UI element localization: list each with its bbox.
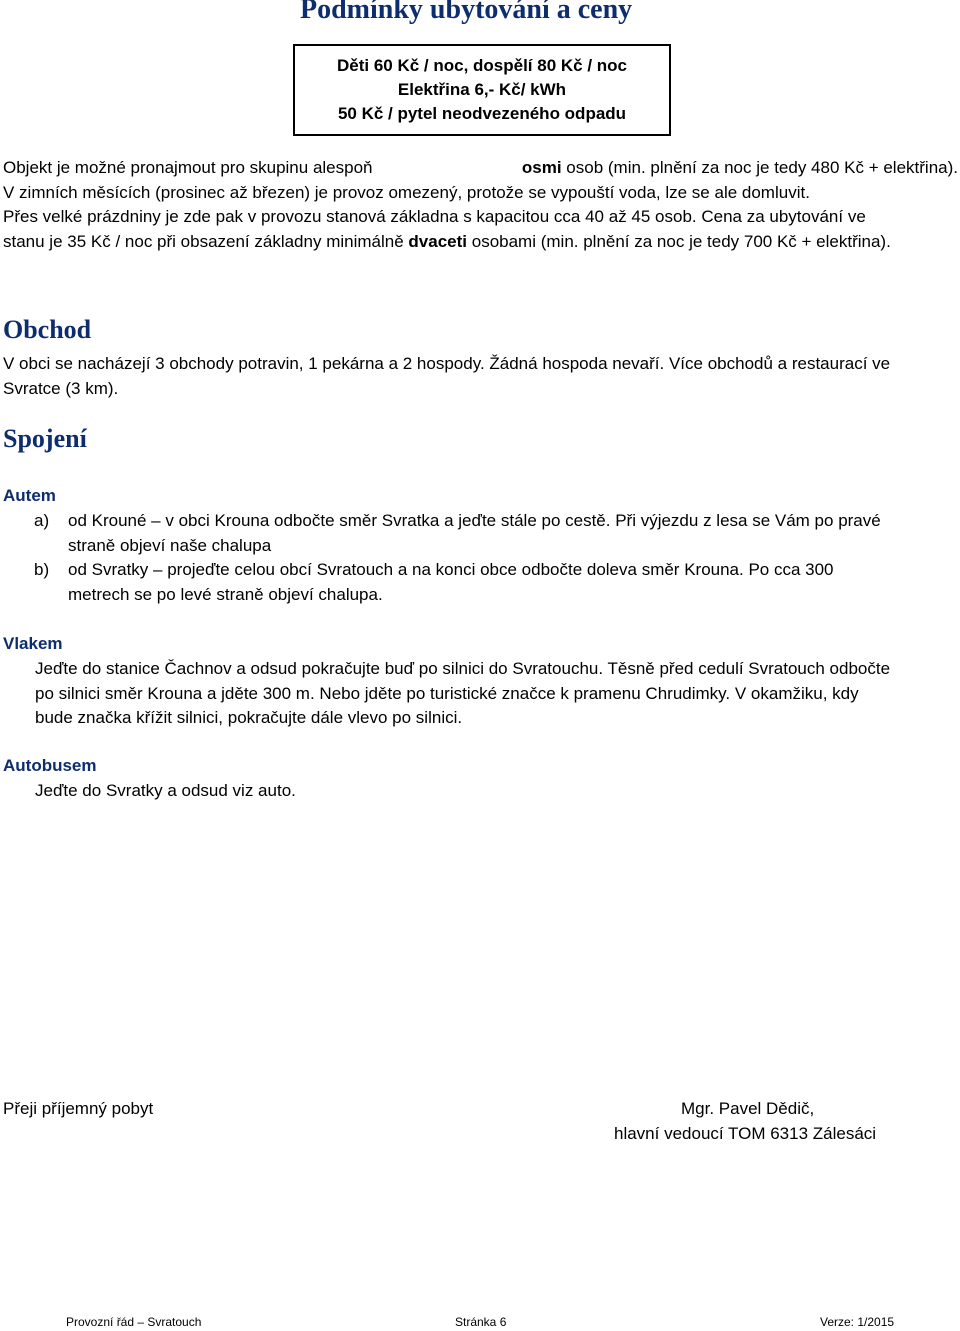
shop-line-1: V obci se nacházejí 3 obchody potravin, 1 pekárna a 2 hospody. Žádná hospoda nevaří. Více obchodů a restaurací ve (3, 354, 891, 373)
closing-wish: Přeji příjemný pobyt (3, 1099, 154, 1118)
price-line-waste: 50 Kč / pytel neodvezeného odpadu (337, 104, 627, 123)
intro-line-4: stanu je 35 Kč / noc při obsazení základny minimálně dvaceti osobami (min. plnění za noc je tedy 700 Kč + elektřina). (3, 231, 891, 251)
car-heading: Autem (3, 486, 56, 505)
connection-heading: Spojení (3, 424, 87, 453)
footer-document-name: Provozní řád – Svratouch (66, 1315, 202, 1329)
bus-heading: Autobusem (3, 756, 97, 775)
car-item-a-line-2: straně objeví naše chalupa (68, 535, 272, 555)
train-paragraph (35, 657, 957, 731)
train-heading: Vlakem (3, 634, 63, 653)
footer-page-number: Stránka 6 (455, 1315, 507, 1329)
intro-line-3: Přes velké prázdniny je zde pak v provozu stanová základna s kapacitou cca 40 až 45 osob. Cena za ubytování ve (3, 207, 866, 226)
car-item-b-marker: b) (34, 560, 50, 579)
shop-line-2: Svratce (3 km). (3, 378, 119, 398)
price-box (293, 44, 671, 136)
signature-name: Mgr. Pavel Dědič, (681, 1099, 815, 1118)
train-line-3: bude značka křížit silnici, pokračujte dále vlevo po silnici. (35, 708, 463, 727)
car-item-b-line-1: od Svratky – projeďte celou obcí Svratouch a na konci obce odbočte doleva směr Krouna. Po cca 300 (68, 560, 834, 579)
car-item-a-line-1: od Krouné – v obci Krouna odbočte směr Svratka a jeďte stále po cestě. Při výjezdu z lesa se Vám po pravé (68, 511, 881, 530)
page-title: Podmínky ubytování a ceny (300, 0, 633, 25)
car-item-b-line-2: metrech se po levé straně objeví chalupa. (68, 584, 383, 604)
intro-line-1: Objekt je možné pronajmout pro skupinu alespoň osmi osob (min. plnění za noc je tedy 480 Kč + elektřina). (3, 158, 958, 177)
bus-line-1: Jeďte do Svratky a odsud viz auto. (35, 781, 296, 800)
price-line-children-adults: Děti 60 Kč / noc, dospělí 80 Kč / noc (336, 56, 628, 75)
shop-heading: Obchod (3, 315, 92, 344)
price-line-electricity: Elektřina 6,- Kč/ kWh (397, 80, 567, 99)
intro-paragraph (3, 156, 958, 254)
train-line-2: po silnici směr Krouna a jděte 300 m. Nebo jděte po turistické značce k pramenu Chrudimky. V okamžiku, kdy (35, 683, 859, 703)
shop-paragraph (3, 352, 958, 401)
car-item-a-marker: a) (34, 511, 50, 530)
car-item-b (68, 558, 957, 607)
signature-role: hlavní vedoucí TOM 6313 Zálesáci (614, 1124, 877, 1143)
car-item-a (68, 509, 957, 558)
intro-line-2: V zimních měsících (prosinec až březen) je provoz omezený, protože se vypouští voda, lze se ale domluvit. (3, 182, 810, 202)
train-line-1: Jeďte do stanice Čachnov a odsud pokračujte buď po silnici do Svratouchu. Těsně před cedulí Svratouch odbočte (35, 659, 891, 678)
footer-version: Verze: 1/2015 (820, 1315, 895, 1329)
